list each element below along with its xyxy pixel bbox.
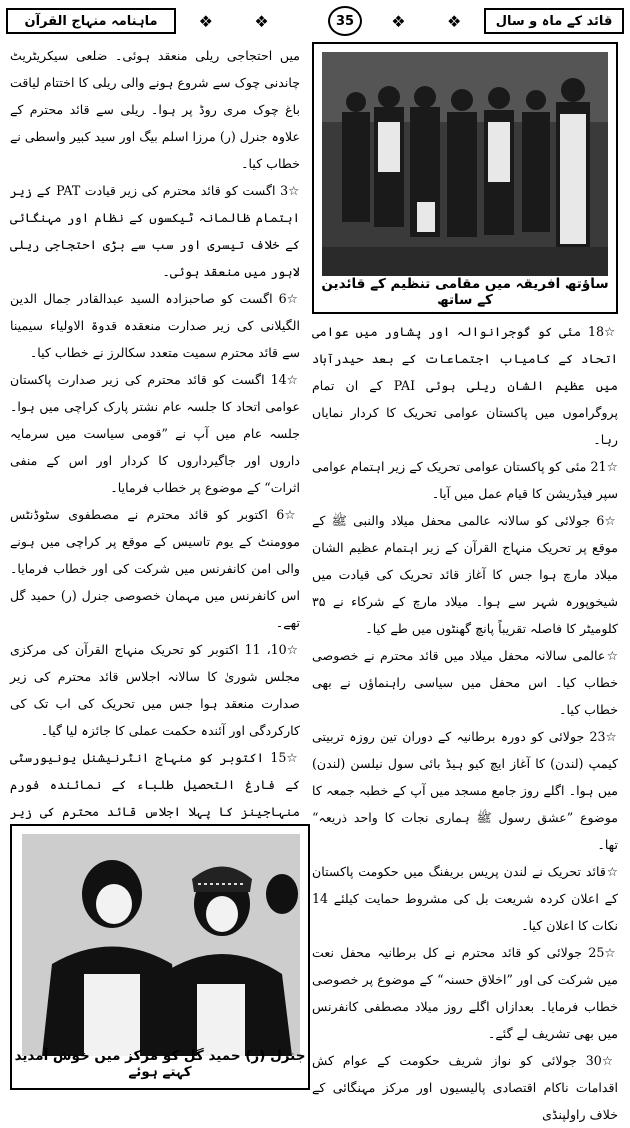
paragraph: ☆18 مئی کو گوجرانوالہ اور پشاور میں عوامی اتحاد کے کامیاب اجتماعات کے بعد حیدرآباد میں عظیم الشان ریلی ہوئی PAI کے ان تمام پروگراموں میں پاکستان عوامی تحریک کا کردار نمایاں رہا۔ [312, 324, 618, 447]
paragraph: ☆23 جولائی کو دورہ برطانیہ کے دوران تین روزہ تربیتی کیمپ (لندن) کا آغاز ایچ کیو ہیڈ بائی سول نیلسن (لندن) میں ہوا۔ اگلے روز جامع مسجد میں آپ کے خطبہ جمعہ کا موضوع ”عشق رسول ﷺ ہماری نجات کا واحد ذریعہ“ تھا۔ [312, 729, 618, 852]
ornament-icon: ❖ [446, 11, 462, 31]
paragraph: ☆21 مئی کو پاکستان عوامی تحریک کے زیر اہتمام عوامی سپر فیڈریشن کا قیام عمل میں آیا۔ [312, 459, 618, 501]
meeting-photo [22, 834, 300, 1056]
right-text-column [312, 318, 618, 1122]
paragraph: میں احتجاجی ریلی منعقد ہوئی۔ ضلعی سیکریٹریٹ چاندنی چوک سے شروع ہونے والی ریلی کا اختتام لیاقت باغ چوک مری روڈ پر ہوا۔ ریلی سے قائد محترم کے علاوہ جنرل (ر) مرزا اسلم بیگ اور سید کبیر واسطی نے خطاب کیا۔ [10, 48, 300, 171]
group-photo-caption: ساؤتھ افریقہ میں مقامی تنظیم کے قائدین کے ساتھ [321, 276, 609, 308]
paragraph: ☆6 اگست کو صاحبزادہ السید عبدالقادر جمال الدین الگیلانی کی زیر صدارت منعقدہ قدوۃ الاولیاء سیمینا سے قائد محترم سمیت متعدد سکالرز نے خطاب کیا۔ [10, 291, 300, 360]
group-photo-frame [312, 42, 618, 314]
paragraph: ☆قائد تحریک نے لندن پریس بریفنگ میں حکومت پاکستان کے اعلان کردہ شریعت بل کی مشروط حمایت کیلئے 14 نکات کا اعلان کیا۔ [312, 864, 618, 933]
meeting-photo-caption: جنرل (ر) حمید گل کو مرکز میں خوش آمدید کہتے ہوئے [14, 1048, 306, 1080]
paragraph: ☆30 جولائی کو نواز شریف حکومت کے عوام کش اقدامات ناکام اقتصادی پالیسیوں اور مرکز مہنگائی کے خلاف راولپنڈی [312, 1053, 618, 1122]
paragraph: ☆10، 11 اکتوبر کو تحریک منہاج القرآن کی مرکزی مجلس شوریٰ کا سالانہ اجلاس قائد محترم کی زیر صدارت منعقد ہوا جس میں تحریک کی اب تک کی کارکردگی اور آئندہ حکمت عملی کا جائزہ لیا گیا۔ [10, 642, 300, 738]
paragraph: ☆عالمی سالانہ محفل میلاد میں قائد محترم نے خصوصی خطاب کیا۔ اس محفل میں سیاسی راہنماؤں نے بھی خطاب کیا۔ [312, 648, 618, 717]
left-text-column [10, 42, 300, 822]
meeting-photo-frame [10, 824, 310, 1090]
paragraph: ☆14 اگست کو قائد محترم کی زیر صدارت پاکستان عوامی اتحاد کا جلسہ عام نشتر پارک کراچی میں ہوا۔ جلسہ عام میں آپ نے ”قومی سیاست میں سرمایہ داروں اور جاگیرداروں کا کردار اور اس کے منفی اثرات“ کے موضوع پر خطاب فرمایا۔ [10, 372, 300, 495]
section-title: قائد کے ماہ و سال [484, 8, 624, 34]
paragraph: ☆6 اکتوبر کو قائد محترم نے مصطفوی سٹوڈنٹس موومنٹ کے یوم تاسیس کے موقع پر کراچی میں ہونے والی امن کانفرنس میں شرکت کی اور خطاب فرمایا۔ اس کانفرنس میں مہمان خصوصی جنرل (ر) حمید گل تھے۔ [10, 507, 300, 630]
magazine-title: ماہنامہ منہاج القرآن [6, 8, 176, 34]
ornament-icon: ❖ [254, 11, 269, 31]
ornament-icon: ❖ [391, 11, 406, 31]
group-photo [322, 52, 608, 276]
paragraph: ☆6 جولائی کو سالانہ عالمی محفل میلاد والنبی ﷺ کے موقع پر تحریک منہاج القرآن کے زیر اہتمام عظیم الشان میلاد مارچ ہوا جس کا آغاز قائد تحریک کی قیادت میں شیخوپورہ شہر سے ہوا۔ میلاد مارچ کے شرکاء نے ۳۵ کلومیٹر کا فاصلہ تقریباً پانچ گھنٹوں میں طے کیا۔ [312, 513, 618, 636]
paragraph: ☆3 اگست کو قائد محترم کی زیر قیادت PAT کے زیر اہتمام ظالمانہ ٹیکسوں کے نظام اور مہنگائی کے خلاف تیسری اور سب سے بڑی احتجاجی ریلی لاہور میں منعقد ہوئی۔ [10, 183, 301, 279]
ornament-icon: ❖ [198, 11, 213, 31]
paragraph: ☆25 جولائی کو قائد محترم نے کل برطانیہ محفل نعت میں شرکت کی اور ”اخلاق حسنہ“ کے موضوع پر خصوصی خطاب فرمایا۔ بعدازاں اگلے روز میلاد مصطفی کانفرنس میں بھی تشریف لے گئے۔ [312, 945, 618, 1041]
page-number: 35 [328, 6, 362, 36]
page-header [6, 6, 624, 36]
paragraph: ☆15 اکتوبر کو منہاج انٹرنیشنل یونیورسٹی کے فارغ التحصیل طلباء کے نمائندہ فورم منہاجینز کا پہلا اجلاس قائد محترم کی زیر [10, 750, 300, 819]
